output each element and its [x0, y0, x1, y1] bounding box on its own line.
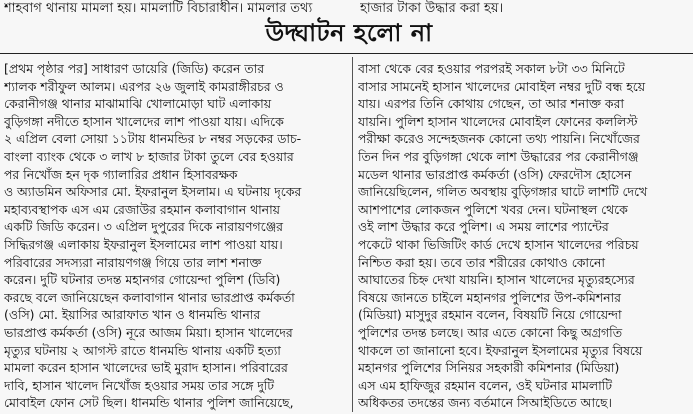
right-line: মডেল থানার ভারপ্রাপ্ত কর্মকর্তা (ওসি) ফেরদৌস হোসেন: [358, 166, 632, 182]
right-line: যায়নি। পুলিশ হাসান খালেদের মোবাইল ফোনের কললিস্ট: [358, 113, 638, 129]
headline-box: [204, 19, 494, 51]
left-line: পরিবারের সদস্যরা নারায়ণগঞ্জ গিয়ে তার লাশ শনাক্ত: [4, 254, 262, 270]
right-line: মহানগর পুলিশের সিনিয়র সহকারী কমিশনার (মিডিয়া): [358, 360, 620, 376]
right-line: তিন দিন পর বুড়িগঙ্গা থেকে লাশ উদ্ধারের পর কেরানীগঞ্জ: [358, 148, 639, 164]
left-line: পর নিখোঁজ হন দৃক গ্যালারির প্রধান হিসাবরক্ষক: [4, 166, 238, 182]
right-column: [358, 60, 690, 412]
right-line: নিশ্চিত করা হয়। তবে তার শরীরের কোথাও কোনো: [358, 254, 605, 270]
right-line: আঘাতের চিহ্ন দেখা যায়নি। হাসান খালেদের মৃত্যুরহস্যের: [358, 272, 635, 288]
right-line: (মিডিয়া) মাসুদুর রহমান বলেন, বিষয়টি নিয়ে গোয়েন্দা: [358, 307, 622, 323]
left-line: একটি জিডি করেন। ৩ এপ্রিল দুপুরের দিকে নারায়ণগঞ্জের: [4, 219, 283, 235]
right-line: এস এম হাফিজুর রহমান বলেন, ওই ঘটনার মামলাটি: [358, 377, 612, 393]
right-line: বিষয়ে জানতে চাইলে মহানগর পুলিশের উপ-কমিশনার: [358, 289, 621, 305]
left-line: শ্যালক শরীফুল আলম। এরপর ২৬ জুলাই কামরাঙ্গীরচর ও: [4, 78, 284, 94]
left-line: ভারপ্রাপ্ত কর্মকর্তা (ওসি) নূরে আজম মিয়া। হাসান খালেদের: [4, 324, 293, 340]
left-column: [4, 60, 349, 412]
right-line: জানিয়েছিলেন, গলিত অবস্থায় বুড়িগঙ্গার ঘাটে লাশটি দেখে: [358, 184, 648, 200]
right-line: আশপাশের লোকজন পুলিশে খবর দেন। ঘটনাস্থল থেকে: [358, 201, 628, 217]
left-line: ২ এপ্রিল বেলা সোয়া ১১টায় ধানমন্ডির ৮ নম্বর সড়কের ডাচ-: [4, 131, 302, 147]
right-line: পুলিশের তদন্ত চলছে। আর এতে কোনো কিছু অগ্রগতি: [358, 324, 622, 340]
left-line: [প্রথম পৃষ্ঠার পর] সাধারণ ডায়েরি (জিডি) করেন তার: [4, 61, 265, 76]
right-line: অধিকতর তদন্তের জন্য বর্তমানে সিআইডিতে আছে।: [358, 395, 612, 411]
right-line: থাকলে তা জানানো হবে। ইফরানুল ইসলামের মৃত্যুর বিষয়ে: [358, 342, 643, 358]
right-line: পরীক্ষা করেও সন্দেহজনক কোনো তথ্য পায়নি। নিখোঁজের: [358, 131, 640, 147]
left-line: মোবাইল ফোন সেট ছিল। ধানমন্ডি থানার পুলিশ জানিয়েছে,: [4, 395, 294, 411]
right-line: বাসা থেকে বের হওয়ার পরপরই সকাল ৮টা ৩৩ মিনিটে: [358, 61, 625, 76]
right-line: বাসার সামনেই হাসান খালেদের মোবাইল নম্বর দুটি বন্ধ হয়ে: [358, 78, 646, 94]
left-line: কেরানীগঞ্জ থানার মাঝামাঝি খোলামোড়া ঘাট এলাকায়: [4, 96, 271, 112]
left-line: (ওসি) মো. ইয়াসির আরাফাত খান ও ধানমন্ডি থানার: [4, 307, 261, 323]
right-line: পকেটে থাকা ভিজিটিং কার্ড দেখে হাসান খালেদের পরিচয়: [358, 236, 639, 252]
previous-article-left-line: শাহবাগ থানায় মামলা হয়। মামলাটি বিচারাধীন। মামলার তথ্য: [4, 1, 313, 16]
previous-article-right-line: হাজার টাকা উদ্ধার করা হয়।: [360, 1, 504, 16]
left-line: করেন। দুটি ঘটনার তদন্ত মহানগর গোয়েন্দা পুলিশ (ডিবি): [4, 272, 281, 288]
left-line: বুড়িগঙ্গা নদীতে হাসান খালেদের লাশ পাওয়া যায়। এদিকে: [4, 113, 284, 129]
column-divider: [352, 57, 353, 412]
left-line: দাবি, হাসান খালেদ নিখোঁজ হওয়ার সময় তার সঙ্গে দুটি: [4, 377, 275, 393]
left-line: ও অ্যাডমিন অফিসার মো. ইফরানুল ইসলাম। এ ঘটনায় দৃকের: [4, 184, 302, 200]
headline-rule: [0, 53, 693, 54]
right-line: ওই লাশ উদ্ধার করে পুলিশ। এ সময় লাশের প্যান্টের: [358, 219, 609, 235]
left-line: মৃত্যুর ঘটনায় ২ আগস্ট রাতে ধানমন্ডি থানায় একটি হত্যা: [4, 342, 281, 358]
left-line: মামলা করেন হাসান খালেদের ভাই মুরাদ হাসান। পরিবারের: [4, 360, 288, 376]
headline: উদ্ঘাটন হলো না: [265, 19, 433, 47]
right-line: যায়। এরপর তিনি কোথায় গেছেন, তা আর শনাক্ত করা: [358, 96, 624, 112]
left-line: করছে বলে জানিয়েছেন কলাবাগান থানার ভারপ্রাপ্ত কর্মকর্তা: [4, 289, 295, 305]
left-line: মহাব্যবস্থাপক এস এম রেজাউর রহমান কলাবাগান থানায়: [4, 201, 280, 217]
left-line: বাংলা ব্যাংক থেকে ৩ লাখ ৮ হাজার টাকা তুলে বের হওয়ার: [4, 148, 294, 164]
left-line: সিদ্ধিরগঞ্জ এলাকায় ইফরানুল ইসলামের লাশ পাওয়া যায়।: [4, 236, 283, 252]
